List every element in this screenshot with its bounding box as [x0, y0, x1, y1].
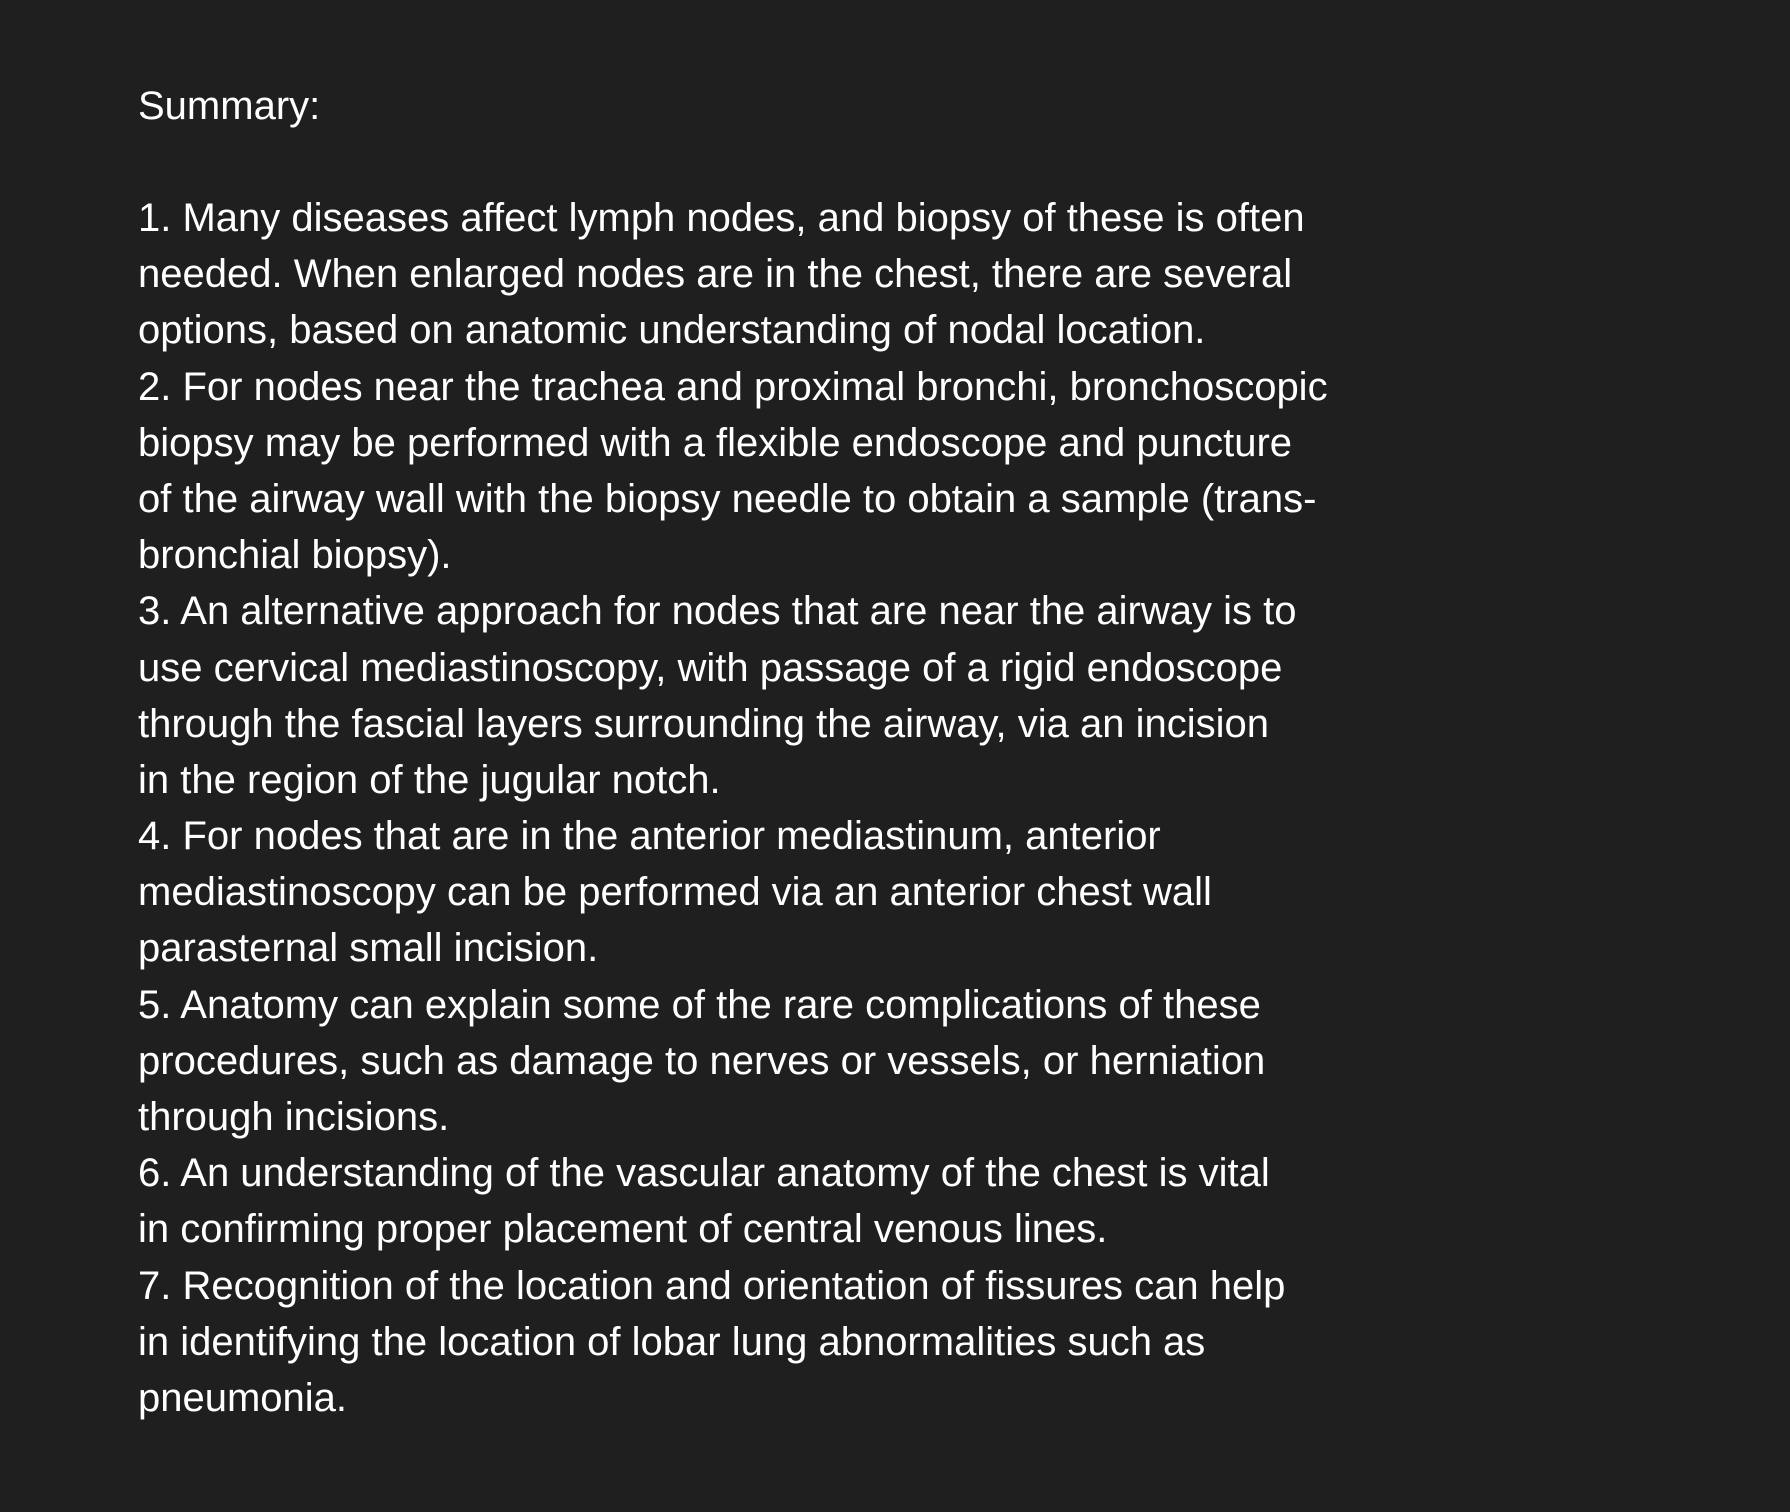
summary-item-7 — [138, 1258, 1698, 1427]
item-5-line-1: 5. Anatomy can explain some of the rare complications of these — [138, 982, 1261, 1027]
item-6-line-2: in confirming proper placement of central venous lines. — [138, 1207, 1108, 1252]
item-3-line-2: use cervical mediastinoscopy, with passage of a rigid endoscope — [138, 645, 1283, 690]
item-1-line-3: options, based on anatomic understanding of nodal location. — [138, 308, 1206, 353]
summary-item-4 — [138, 808, 1698, 977]
summary-item-6 — [138, 1145, 1698, 1257]
item-5-line-2: procedures, such as damage to nerves or vessels, or herniation — [138, 1038, 1266, 1083]
summary-document — [138, 78, 1698, 1426]
item-3-line-3: through the fascial layers surrounding the airway, via an incision — [138, 701, 1269, 746]
item-7-line-3: pneumonia. — [138, 1375, 348, 1420]
summary-item-1 — [138, 190, 1698, 359]
item-5-line-3: through incisions. — [138, 1095, 450, 1139]
item-6-line-1: 6. An understanding of the vascular anatomy of the chest is vital — [138, 1151, 1270, 1196]
summary-item-2 — [138, 359, 1698, 584]
item-1-line-2: needed. When enlarged nodes are in the chest, there are several — [138, 252, 1293, 297]
item-1-line-1: 1. Many diseases affect lymph nodes, and biopsy of these is often — [138, 196, 1305, 240]
blank-line — [138, 134, 1698, 190]
summary-item-5 — [138, 977, 1698, 1146]
item-3-line-1: 3. An alternative approach for nodes that are near the airway is to — [138, 589, 1297, 634]
item-2-line-3: of the airway wall with the biopsy needle to obtain a sample (trans- — [138, 476, 1317, 521]
item-3-line-4: in the region of the jugular notch. — [138, 757, 721, 802]
item-2-line-4: bronchial biopsy). — [138, 533, 452, 578]
item-2-line-2: biopsy may be performed with a flexible endoscope and puncture — [138, 420, 1293, 465]
summary-heading: Summary: — [138, 84, 321, 128]
item-7-line-1: 7. Recognition of the location and orientation of fissures can help — [138, 1263, 1286, 1308]
item-4-line-3: parasternal small incision. — [138, 926, 599, 971]
item-4-line-1: 4. For nodes that are in the anterior mediastinum, anterior — [138, 814, 1161, 859]
item-7-line-2: in identifying the location of lobar lung abnormalities such as — [138, 1319, 1206, 1364]
summary-item-3 — [138, 583, 1698, 808]
item-4-line-2: mediastinoscopy can be performed via an anterior chest wall — [138, 870, 1212, 915]
item-2-line-1: 2. For nodes near the trachea and proximal bronchi, bronchoscopic — [138, 364, 1328, 409]
